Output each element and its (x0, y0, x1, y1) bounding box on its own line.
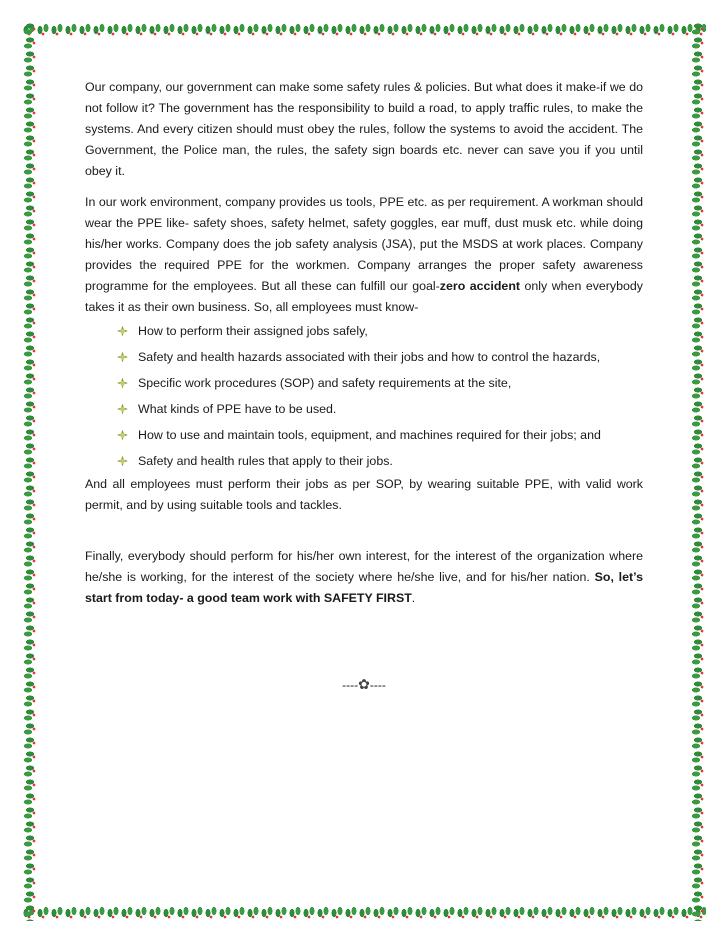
paragraph-work-environment (85, 192, 643, 318)
list-item (117, 370, 643, 396)
list-item-text: Safety and health rules that apply to their jobs. (138, 453, 393, 468)
paragraph-conclusion-text: Finally, everybody should perform for his/her own interest, for the interest of the organization where he/she is working, for the interest of the society where he/she live, and for his/her nation. (85, 549, 643, 584)
flower-bullet-icon (117, 456, 128, 467)
employee-knowledge-list (85, 318, 643, 474)
end-of-document-mark (0, 676, 728, 693)
decorative-border-top (22, 22, 706, 38)
list-item-text: How to use and maintain tools, equipment, and machines required for their jobs; and (138, 427, 601, 442)
flower-bullet-icon (117, 326, 128, 337)
paragraph-work-environment-text: In our work environment, company provides us tools, PPE etc. as per requirement. A workman should wear the PPE like- safety shoes, safety helmet, safety goggles, ear muff, dust musk etc. while doing his/her works. Company does the job safety analysis (JSA), put the MSDS at work places. Company provides the required PPE for the workmen. Company arranges the proper safety awareness programme for the employees. But all these can fulfill our goal- (85, 195, 643, 293)
flower-bullet-icon (117, 404, 128, 415)
list-item-text: What kinds of PPE have to be used. (138, 401, 337, 416)
flower-bullet-icon (117, 378, 128, 389)
paragraph-conclusion (85, 546, 643, 609)
decorative-border-right (690, 22, 706, 921)
list-item-text: How to perform their assigned jobs safely, (138, 323, 368, 338)
list-item (117, 396, 643, 422)
flower-bullet-icon (117, 430, 128, 441)
list-item (117, 318, 643, 344)
list-item-text: Specific work procedures (SOP) and safety requirements at the site, (138, 375, 512, 390)
flower-icon: ✿ (358, 676, 370, 692)
list-item-text: Safety and health hazards associated with their jobs and how to control the hazards, (138, 349, 601, 364)
zero-accident-emphasis: zero accident (439, 279, 521, 293)
decorative-border-left (22, 22, 38, 921)
safety-first-emphasis: So, let’s start from today- a good team work with SAFETY FIRST (85, 570, 643, 605)
paragraph-work-environment-tail: only when everybody takes it as their own business. So, all employees must know- (85, 279, 643, 314)
end-mark-right: ---- (369, 678, 386, 692)
list-item (117, 422, 643, 448)
decorative-border-bottom (22, 905, 706, 921)
flower-bullet-icon (117, 352, 128, 363)
paragraph-conclusion-tail: . (411, 591, 416, 605)
list-item (117, 448, 643, 474)
end-mark-left: ---- (342, 678, 359, 692)
paragraph-perform-sop: And all employees must perform their jobs as per SOP, by wearing suitable PPE, with valid work permit, and by using suitable tools and tackles. (85, 477, 643, 512)
document-body (85, 77, 643, 609)
paragraph-rules: Our company, our government can make some safety rules & policies. But what does it make-if we do not follow it? The government has the responsibility to build a road, to apply traffic rules, to make the systems. And every citizen should must obey the rules, follow the systems to avoid the accident. The Government, the Police man, the rules, the safety sign boards etc. never can save you if you until obey it. (85, 80, 643, 178)
list-item (117, 344, 643, 370)
